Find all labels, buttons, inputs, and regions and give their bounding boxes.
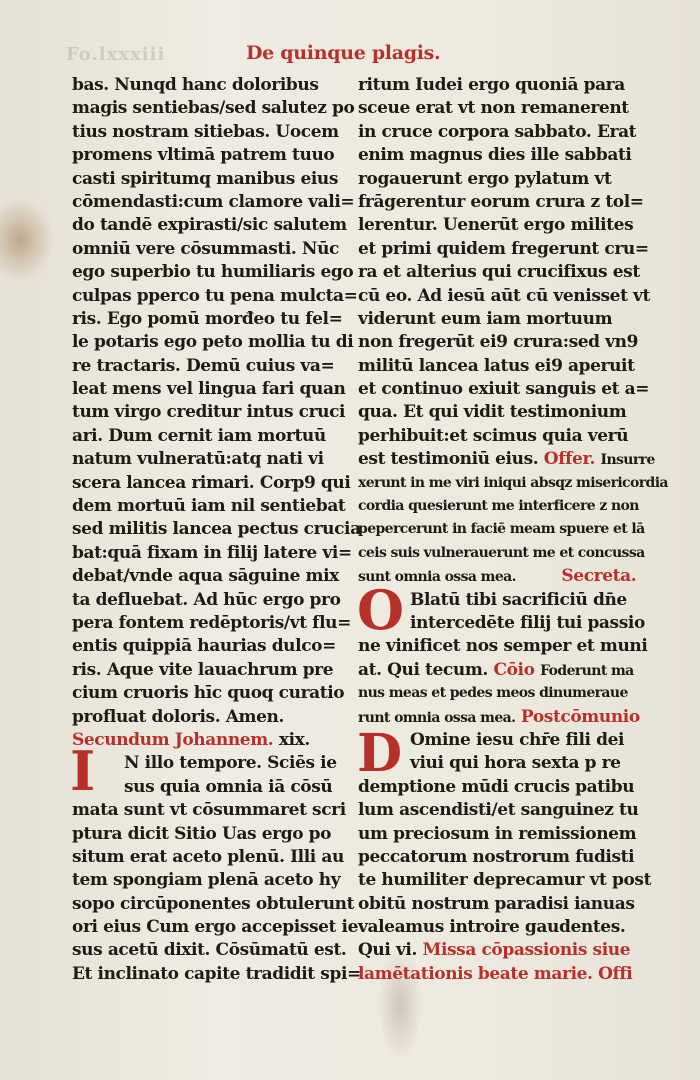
offertory-text: Insurre [600,452,655,469]
secreta-line: intercedēte filij tui passio [410,612,645,633]
text-line: culpas pperco tu pena mulcta= [72,285,358,306]
initial-O: O [357,578,405,642]
text-line: scera lancea rimari. Corp9 qui [72,472,351,493]
text-line: debat/vnde aqua sāguine mix [72,566,339,587]
closing-rubric: Missa cōpassionis siue [422,940,631,961]
offertory-line: cordia quesierunt me interficere z non [358,498,639,515]
gospel-line: mata sunt vt cōsummaret scri [72,800,346,821]
gospel-line: situm erat aceto plenū. Illi au [72,846,344,867]
gospel-chapter: xix. [278,729,310,750]
text-line: profluat doloris. Amen. [72,706,285,727]
text-line: entis quippiā haurias dulco= [72,636,336,657]
gospel-line: sus quia omnia iā cōsū [124,776,333,797]
text-line: casti spiritumq manibus eius [72,168,339,189]
secreta-line: at. Qui tecum. [358,659,488,680]
text-line: perhibuit:et scimus quia verū [358,425,629,446]
text-line: cium cruoris hīc quoq curatio [72,683,345,704]
text-line: ra et alterius qui crucifixus est [358,262,640,283]
initial-D: D [357,723,403,784]
offertory-line: xerunt in me viri iniqui absqz misericordia [358,474,668,491]
postcommunion-line: viui qui hora sexta p re [410,753,621,774]
gospel-heading-line [72,729,342,752]
text-line: cū eo. Ad iesū aūt cū venisset vt [358,285,650,306]
text-line: ego superbio tu humiliaris ego [72,262,354,283]
text-line: in cruce corpora sabbato. Erat [358,121,637,142]
communion-text: Foderunt ma [540,662,634,679]
communion-label: Cōio [493,659,535,680]
gospel-line: N illo tempore. Sciēs ie [124,753,337,774]
text-line: lerentur. Uenerūt ergo milites [358,215,634,236]
text-line: qua. Et qui vidit testimonium [358,402,627,423]
text-line: ari. Dum cernit iam mortuū [72,425,326,446]
text-line: natum vulneratū:atq nati vi [72,449,324,470]
text-line: pera fontem redēptoris/vt flu= [72,612,351,633]
text-line: cōmendasti:cum clamore vali= [72,191,355,212]
offertory-line-start [358,448,655,471]
text-line: frāgerentur eorum crura z tol= [358,191,644,212]
gospel-line: Et inclinato capite tradidit spi= [72,963,361,984]
text-line: leat mens vel lingua fari quan [72,379,346,400]
text-line: bat:quā fixam in filij latere vi= [72,542,352,563]
text-line: enim magnus dies ille sabbati [358,145,632,166]
text-line: et primi quidem fregerunt cru= [358,238,649,259]
offertory-line: sunt omnia ossa mea. [358,569,516,586]
gospel-heading: Secundum Johannem. [72,729,274,750]
text-line: do tandē expirasti/sic salutem [72,215,347,236]
offertory-label: Offer. [543,449,595,470]
text-line: ritum Iudei ergo quoniā para [358,75,625,95]
text-line: et continuo exiuit sanguis et a= [358,379,650,400]
secreta-line: ne vinificet nos semper et muni [358,636,648,657]
gospel-line: sus acetū dixit. Cōsūmatū est. [72,940,347,961]
text-line: rogauerunt ergo pylatum vt [358,168,612,189]
left-column [72,74,361,986]
postcommunion-line: valeamus introire gaudentes. [358,917,626,938]
offertory-line: ceis suis vulnerauerunt me et concussa [358,544,645,561]
running-head: De quinque plagis. [246,42,441,64]
text-line: militū lancea latus ei9 aperuit [358,355,635,376]
closing-line [358,939,631,962]
gospel-line: tem spongiam plenā aceto hy [72,870,341,891]
secreta-label: Secreta. [561,566,637,587]
text-line: tum virgo creditur intus cruci [72,402,346,423]
text-line: magis sentiebas/sed salutez po [72,98,355,119]
text-line: promens vltimā patrem tuuo [72,145,335,166]
postcommunion-line: obitū nostrum paradisi ianuas [358,893,635,914]
ghost-folio: Fo.lxxxiii [66,44,166,65]
postcommunion-label: Postcōmunio [520,706,640,727]
text-line: re tractaris. Demū cuius va= [72,355,335,376]
text-line: le potaris ego peto mollia tu di [72,332,354,353]
postcommunion-line: peccatorum nostrorum fudisti [358,846,635,867]
communion-line: runt omnia ossa mea. [358,709,516,726]
text-line: viderunt eum iam mortuum [358,308,613,329]
closing-rubric: lamētationis beate marie. Offi [358,963,633,984]
gospel-line: ori eius Cum ergo accepisset ie [72,917,358,938]
postcommunion-line: demptione mūdi crucis patibu [358,776,635,797]
secreta-communion-line [358,659,634,682]
right-column [358,74,668,986]
postcommunion-line: te humiliter deprecamur vt post [358,870,652,891]
text-line: ris. Ego pomū morđeo tu fel= [72,308,343,329]
communion-line: nus meas et pedes meos dinumeraue [358,685,628,702]
postcommunion-line: Qui vi. [358,940,417,961]
text-line: sed militis lancea pectus crucia [72,519,361,540]
postcommunion-line: lum ascendisti/et sanguinez tu [358,800,639,821]
text-line: non fregerūt ei9 crura:sed vn9 [358,332,639,353]
text-line: tius nostram sitiebas. Uocem [72,121,339,142]
postcommunion-line: Omine iesu chr̄e fili dei [410,729,625,750]
text-line: est testimoniū eius. [358,449,539,470]
text-line: bas. Nunqd hanc doloribus [72,75,319,95]
text-line: omniū vere cōsummasti. Nūc [72,238,339,259]
offertory-line: pepercerunt in faciē meam spuere et lā [358,521,645,538]
initial-I: I [70,739,96,803]
text-line: ris. Aque vite lauachrum pre [72,659,334,680]
postcommunion-line: um preciosum in remissionem [358,823,637,844]
text-line: dem mortuū iam nil sentiebat [72,496,346,517]
text-line: sceue erat vt non remanerent [358,98,629,119]
gospel-line: ptura dicit Sitio Uas ergo po [72,823,332,844]
gospel-line: sopo circūponentes obtulerunt [72,893,355,914]
secreta-line: Blatū tibi sacrificiū dn̄e [410,589,627,610]
text-line: ta defluebat. Ad hūc ergo pro [72,589,341,610]
